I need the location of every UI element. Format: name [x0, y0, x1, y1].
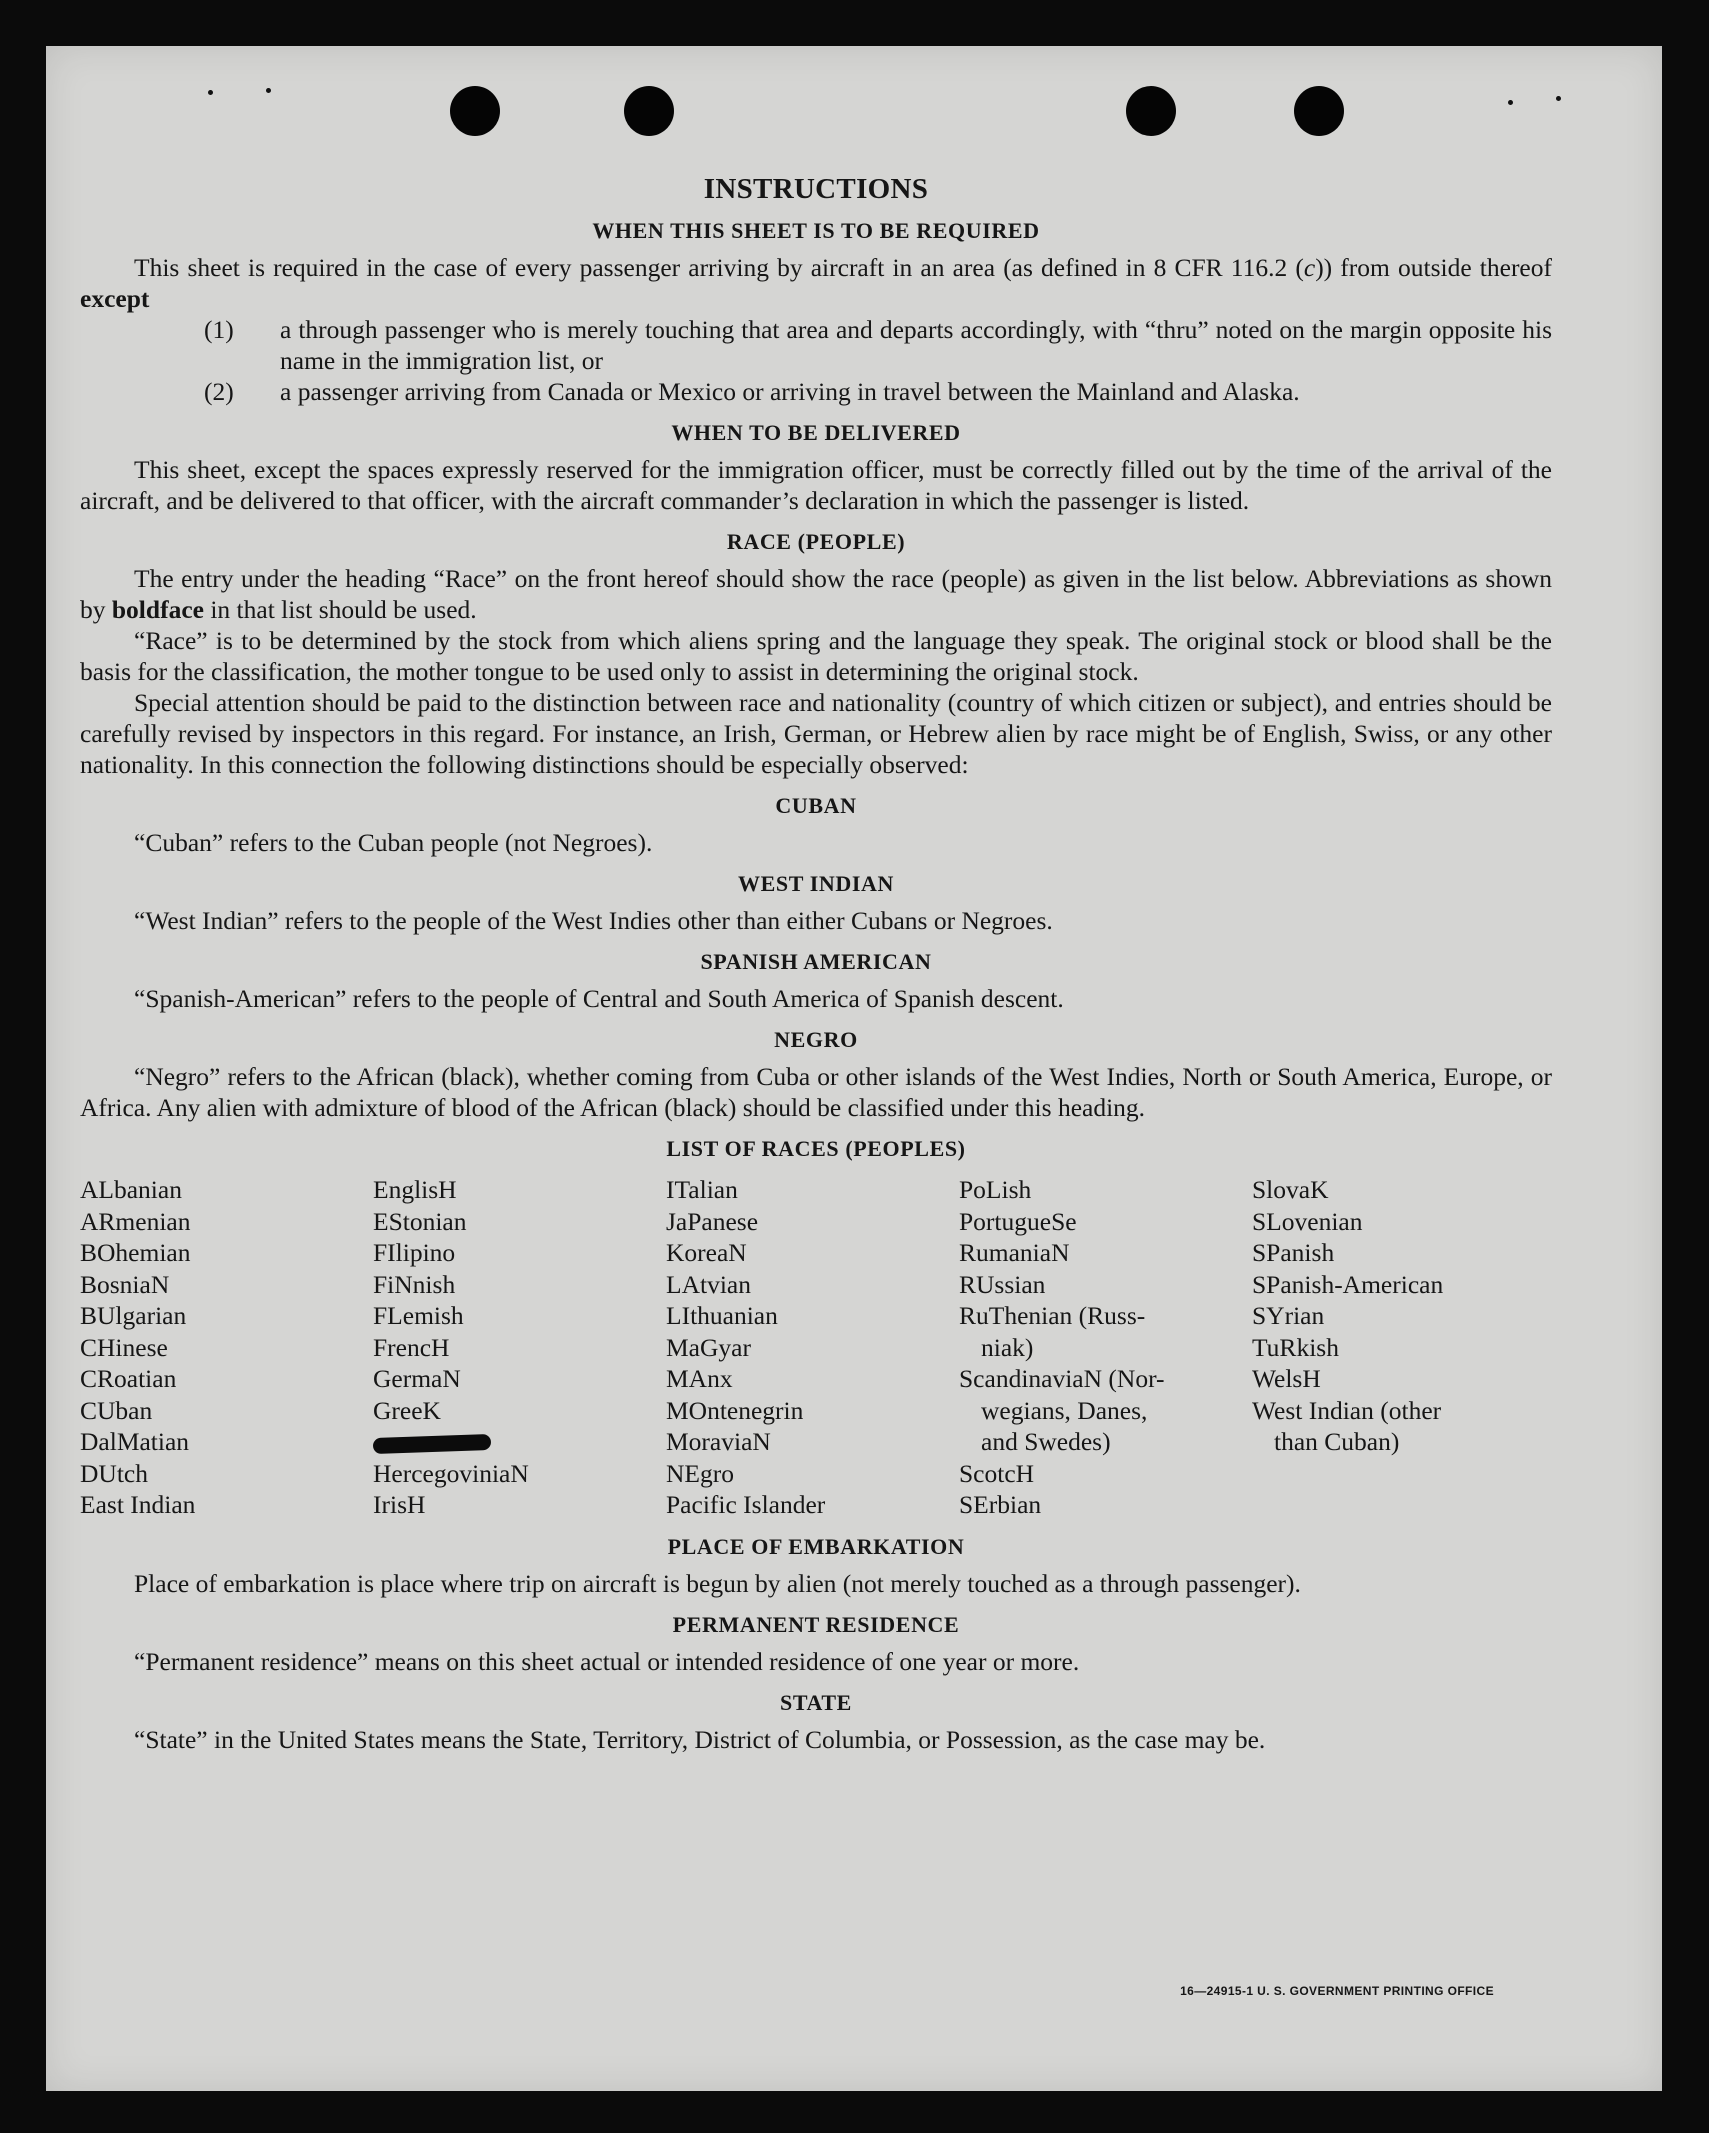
ink-speck: [1556, 96, 1561, 101]
race-item: IrisH: [373, 1490, 426, 1519]
race-item: FiNnish: [373, 1269, 456, 1299]
race-p1-text-2: in that list should be used.: [203, 595, 477, 624]
race-item: LAtvian: [666, 1269, 751, 1299]
document-sheet: [46, 46, 1662, 2091]
race-item: PoLish: [959, 1175, 1032, 1204]
heading-when-required: WHEN THIS SHEET IS TO BE REQUIRED: [592, 218, 1040, 243]
race-item: EStonian: [373, 1206, 467, 1236]
punch-hole: [1126, 86, 1176, 136]
heading-when-delivered: WHEN TO BE DELIVERED: [671, 420, 961, 445]
spanish-american-text: “Spanish-American” refers to the people of Central and South America of Spanish descent.: [134, 984, 1064, 1013]
race-item: SlovaK: [1252, 1175, 1329, 1204]
item-text: a passenger arriving from Canada or Mexico or arriving in travel between the Mainland and Alaska.: [280, 377, 1300, 406]
item-text: a through passenger who is merely touching that area and departs accordingly, with “thru” noted on the margin opposite his name in the immigration list, or: [280, 315, 1552, 375]
race-item: CHinese: [80, 1332, 168, 1362]
west-indian-text: “West Indian” refers to the people of the West Indies other than either Cubans or Negroes.: [134, 906, 1053, 935]
race-item: CUban: [80, 1395, 153, 1425]
race-item: MoraviaN: [666, 1427, 771, 1456]
race-item: GermaN: [373, 1364, 461, 1393]
race-item: RuThenian (Russ-: [959, 1301, 1146, 1330]
race-item: ScandinaviaN (Nor-: [959, 1364, 1165, 1393]
heading-negro: NEGRO: [774, 1027, 858, 1052]
race-item-continued: wegians, Danes,: [981, 1395, 1148, 1425]
embarkation-text: Place of embarkation is place where trip on aircraft is begun by alien (not merely touched as a through passenger).: [134, 1568, 1301, 1598]
redaction-mark: [373, 1434, 491, 1454]
exception-item-2: [80, 376, 1552, 407]
instructions-content: [80, 174, 1552, 1755]
race-item: PortugueSe: [959, 1206, 1077, 1236]
race-item: EnglisH: [373, 1175, 457, 1204]
race-item: West Indian (other: [1252, 1395, 1442, 1425]
race-item: SLovenian: [1252, 1206, 1363, 1236]
race-item: Pacific Islander: [666, 1490, 826, 1519]
ink-speck: [208, 90, 213, 95]
race-item-continued: and Swedes): [981, 1427, 1111, 1456]
required-intro-text: This sheet is required in the case of every passenger arriving by aircraft in an area (as defined in 8 CFR 116.2 (: [134, 253, 1304, 282]
page-title: INSTRUCTIONS: [703, 173, 929, 205]
race-item: ScotcH: [959, 1458, 1035, 1488]
item-number: (1): [204, 315, 234, 344]
race-item: GreeK: [373, 1395, 441, 1425]
races-list: [80, 1174, 1552, 1521]
heading-spanish-american: SPANISH AMERICAN: [700, 949, 932, 974]
required-intro-except: except: [80, 284, 150, 313]
race-item: FLemish: [373, 1301, 464, 1330]
heading-cuban: CUBAN: [775, 793, 857, 818]
race-item: BOhemian: [80, 1238, 191, 1267]
punch-hole: [624, 86, 674, 136]
required-intro-italic: c: [1303, 253, 1316, 282]
punch-hole: [450, 86, 500, 136]
race-item: ALbanian: [80, 1175, 182, 1204]
state-text: “State” in the United States means the State, Territory, District of Columbia, or Possession, as the case may be.: [134, 1724, 1266, 1754]
race-item: SErbian: [959, 1490, 1042, 1519]
ink-speck: [1508, 100, 1513, 105]
race-item: FrencH: [373, 1332, 450, 1362]
race-p1-text: The entry under the heading “Race” on the front hereof should show the race (people) as given in the list below. Abbreviations as shown by: [80, 564, 1552, 624]
races-column-3: [666, 1174, 959, 1521]
punch-hole: [1294, 86, 1344, 136]
required-intro: [80, 252, 1552, 314]
heading-race: RACE (PEOPLE): [726, 529, 906, 554]
races-column-1: [80, 1174, 373, 1521]
heading-list-of-races: LIST OF RACES (PEOPLES): [666, 1136, 966, 1161]
heading-west-indian: WEST INDIAN: [738, 871, 894, 896]
race-paragraph-2: “Race” is to be determined by the stock from which aliens spring and the language they speak. The original stock or blood shall be the basis for the classification, the mother tongue to be used only to assist in determining the original stock.: [80, 626, 1552, 686]
race-item: SPanish-American: [1252, 1269, 1444, 1299]
race-p1-bold: boldface: [111, 595, 204, 624]
race-item: ARmenian: [80, 1206, 191, 1236]
exception-item-1: [80, 314, 1552, 376]
ink-speck: [266, 88, 271, 93]
race-item: DalMatian: [80, 1427, 190, 1456]
heading-state: STATE: [780, 1689, 852, 1715]
races-column-4: [959, 1174, 1252, 1521]
race-item: ITalian: [666, 1175, 738, 1204]
required-intro-text-2: )) from outside thereof: [1315, 253, 1552, 282]
printing-office-code: 16—24915-1 U. S. GOVERNMENT PRINTING OFFICE: [1180, 1984, 1494, 1998]
race-item: LIthuanian: [666, 1301, 778, 1330]
residence-text: “Permanent residence” means on this sheet actual or intended residence of one year or more.: [134, 1646, 1080, 1676]
race-item: BUlgarian: [80, 1301, 187, 1330]
race-item: KoreaN: [666, 1238, 747, 1267]
race-item: SYrian: [1252, 1301, 1325, 1330]
redacted-race-item: [373, 1426, 666, 1458]
heading-place-of-embarkation: PLACE OF EMBARKATION: [667, 1533, 965, 1559]
race-item: BosniaN: [80, 1269, 170, 1299]
race-item: TuRkish: [1252, 1332, 1339, 1362]
race-item-continued: than Cuban): [1274, 1427, 1400, 1456]
race-item: East Indian: [80, 1490, 196, 1519]
race-item: WelsH: [1252, 1364, 1321, 1393]
race-item: CRoatian: [80, 1364, 177, 1393]
races-column-5: [1252, 1174, 1545, 1521]
heading-permanent-residence: PERMANENT RESIDENCE: [672, 1611, 960, 1637]
race-item: HercegoviniaN: [373, 1458, 529, 1488]
race-item: MaGyar: [666, 1332, 751, 1362]
race-item: MAnx: [666, 1364, 733, 1393]
race-item: JaPanese: [666, 1206, 759, 1236]
delivered-text: This sheet, except the spaces expressly reserved for the immigration officer, must be correctly filled out by the time of the arrival of the aircraft, and be delivered to that officer, with the aircraft commander’s declaration in which the passenger is listed.: [80, 455, 1552, 515]
race-item: DUtch: [80, 1458, 148, 1488]
race-item: NEgro: [666, 1458, 734, 1488]
item-number: (2): [204, 377, 234, 406]
cuban-text: “Cuban” refers to the Cuban people (not Negroes).: [134, 828, 653, 857]
race-item: FIlipino: [373, 1238, 456, 1267]
race-item-continued: niak): [981, 1332, 1034, 1362]
race-item: RumaniaN: [959, 1238, 1070, 1267]
race-item: RUssian: [959, 1269, 1046, 1299]
race-paragraph-1: [80, 563, 1552, 625]
race-item: MOntenegrin: [666, 1395, 804, 1425]
race-item: SPanish: [1252, 1238, 1335, 1267]
races-column-2: [373, 1174, 666, 1521]
race-paragraph-3: Special attention should be paid to the distinction between race and nationality (country of which citizen or subject), and entries should be carefully revised by inspectors in this regard. For instance, an Irish, German, or Hebrew alien by race might be of English, Swiss, or any other nationality. In this connection the following distinctions should be especially observed:: [80, 688, 1552, 779]
negro-text: “Negro” refers to the African (black), whether coming from Cuba or other islands of the West Indies, North or South America, Europe, or Africa. Any alien with admixture of blood of the African (black) should be classified under this heading.: [80, 1062, 1552, 1122]
